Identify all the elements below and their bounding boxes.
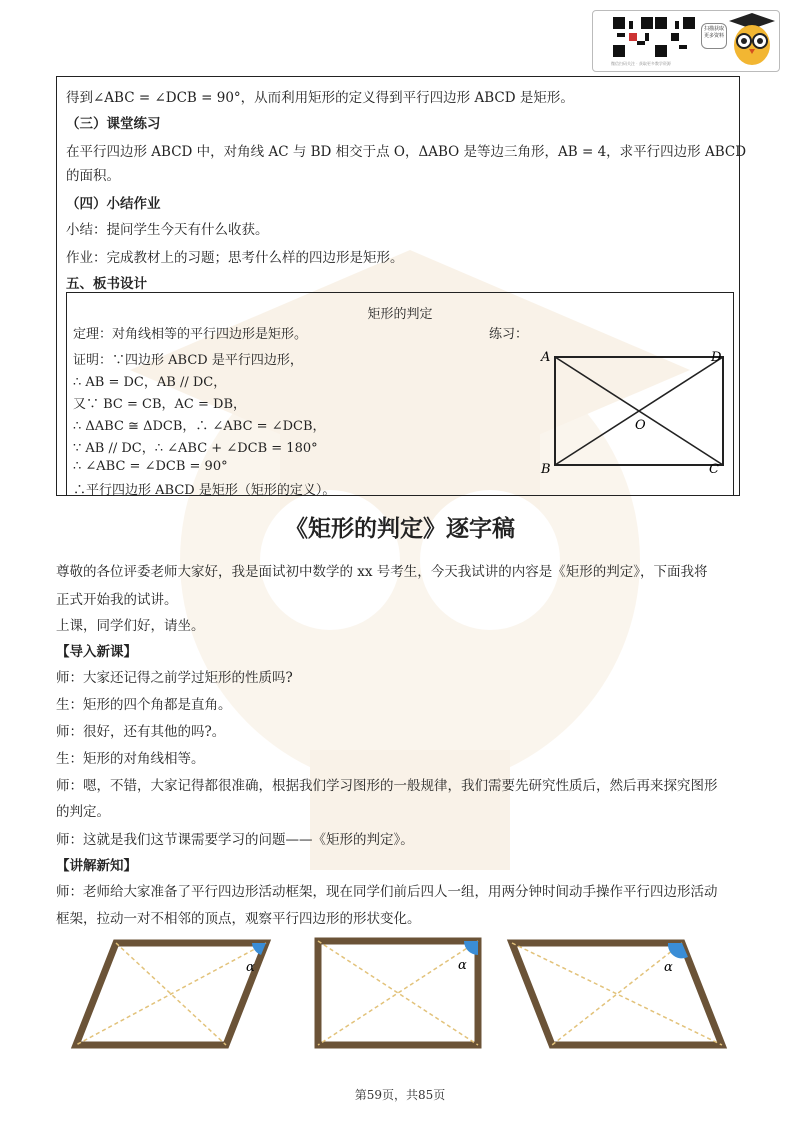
frame-slanted-left: [76, 943, 266, 1045]
angle-alpha-label: α: [458, 958, 467, 973]
qr-code-icon: [613, 17, 653, 57]
practice-line-cont: 的面积。: [66, 168, 120, 184]
center-label-o: O: [635, 418, 646, 433]
intro-line-cont: 正式开始我的试讲。: [56, 592, 178, 608]
rectangle-abcd-figure: [537, 349, 727, 479]
summary-heading: （四）小结作业: [66, 196, 161, 212]
intro-line: 尊敬的各位评委老师大家好，我是面试初中数学的 xx 号考生，今天我试讲的内容是《矩形的判定》，下面我将: [56, 564, 708, 580]
vertex-label-d: D: [711, 350, 722, 365]
dialog-line: 师：嗯，不错，大家记得都很准确，根据我们学习图形的一般规律，我们需要先研究性质后，然后再来探究图形: [56, 778, 718, 794]
vertex-label-a: A: [541, 350, 551, 365]
proof-line: ∴ ΔABC ≅ ΔDCB，∴ ∠ABC = ∠DCB，: [73, 419, 326, 434]
page-number: 第59页，共85页: [354, 1088, 446, 1102]
angle-alpha-label: α: [246, 960, 255, 975]
proof-line: ∴ ∠ABC = ∠DCB = 90°: [73, 459, 228, 474]
dialog-line: 生：矩形的对角线相等。: [56, 751, 205, 767]
practice-heading: （三）课堂练习: [66, 116, 161, 132]
vertex-label-c: C: [709, 462, 719, 477]
summary-line: 小结：提问学生今天有什么收获。: [66, 222, 269, 238]
proof-line: 又∵ BC = CB，AC = DB，: [73, 397, 246, 412]
badge-caption: 微信扫码关注 · 获取更多教学资源: [611, 61, 671, 66]
proof-line: 证明：∵四边形 ABCD 是平行四边形，: [73, 353, 303, 368]
proof-line: ∴平行四边形 ABCD 是矩形（矩形的定义）。: [73, 483, 336, 498]
qr-code-badge[interactable]: [592, 10, 780, 72]
vertex-label-b: B: [541, 462, 551, 477]
badge-bubble: 扫描获取更多资料: [701, 23, 727, 49]
frame-rectangle: [318, 941, 478, 1045]
angle-alpha-label: α: [664, 960, 673, 975]
new-knowledge-heading: 【讲解新知】: [56, 858, 137, 874]
page-title: 《矩形的判定》逐字稿: [285, 516, 515, 542]
board-design: [66, 292, 734, 496]
dialog-line: 师：大家还记得之前学过矩形的性质吗?: [56, 670, 293, 686]
board-theorem: 定理：对角线相等的平行四边形是矩形。: [73, 327, 308, 342]
board-design-heading: 五、板书设计: [66, 276, 147, 292]
practice-line: 在平行四边形 ABCD 中，对角线 AC 与 BD 相交于点 O，ΔABO 是等边三角形，AB = 4，求平行四边形 ABCD: [66, 144, 747, 160]
homework-line: 作业：完成教材上的习题；思考什么样的四边形是矩形。: [66, 250, 404, 266]
intro-heading: 【导入新课】: [56, 644, 137, 660]
new-knowledge-line-cont: 框架，拉动一对不相邻的顶点，观察平行四边形的形状变化。: [56, 911, 421, 927]
dialog-line: 师：很好，还有其他的吗?。: [56, 724, 226, 740]
dialog-line: 生：矩形的四个角都是直角。: [56, 697, 232, 713]
parallelogram-frames-figure: [56, 935, 746, 1055]
dialog-line: 的判定。: [56, 804, 110, 820]
new-knowledge-line: 师：老师给大家准备了平行四边形活动框架，现在同学们前后四人一组，用两分钟时间动手操作平行四边形活动: [56, 884, 718, 900]
frame-slanted-right: [512, 943, 722, 1045]
proof-line: ∵ AB // DC，∴ ∠ABC + ∠DCB = 180°: [73, 441, 318, 456]
board-title: 矩形的判定: [367, 307, 433, 322]
greeting-line: 上课，同学们好，请坐。: [56, 618, 205, 634]
qr-code-icon: [655, 17, 695, 57]
proof-line: ∴ AB = DC，AB // DC，: [73, 375, 227, 390]
board-practice-label: 练习：: [489, 327, 529, 342]
dialog-line: 师：这就是我们这节课需要学习的问题——《矩形的判定》。: [56, 832, 414, 848]
conclusion-line: 得到∠ABC = ∠DCB = 90°，从而利用矩形的定义得到平行四边形 ABCD 是矩形。: [66, 90, 574, 106]
owl-mascot-icon: [729, 13, 775, 67]
